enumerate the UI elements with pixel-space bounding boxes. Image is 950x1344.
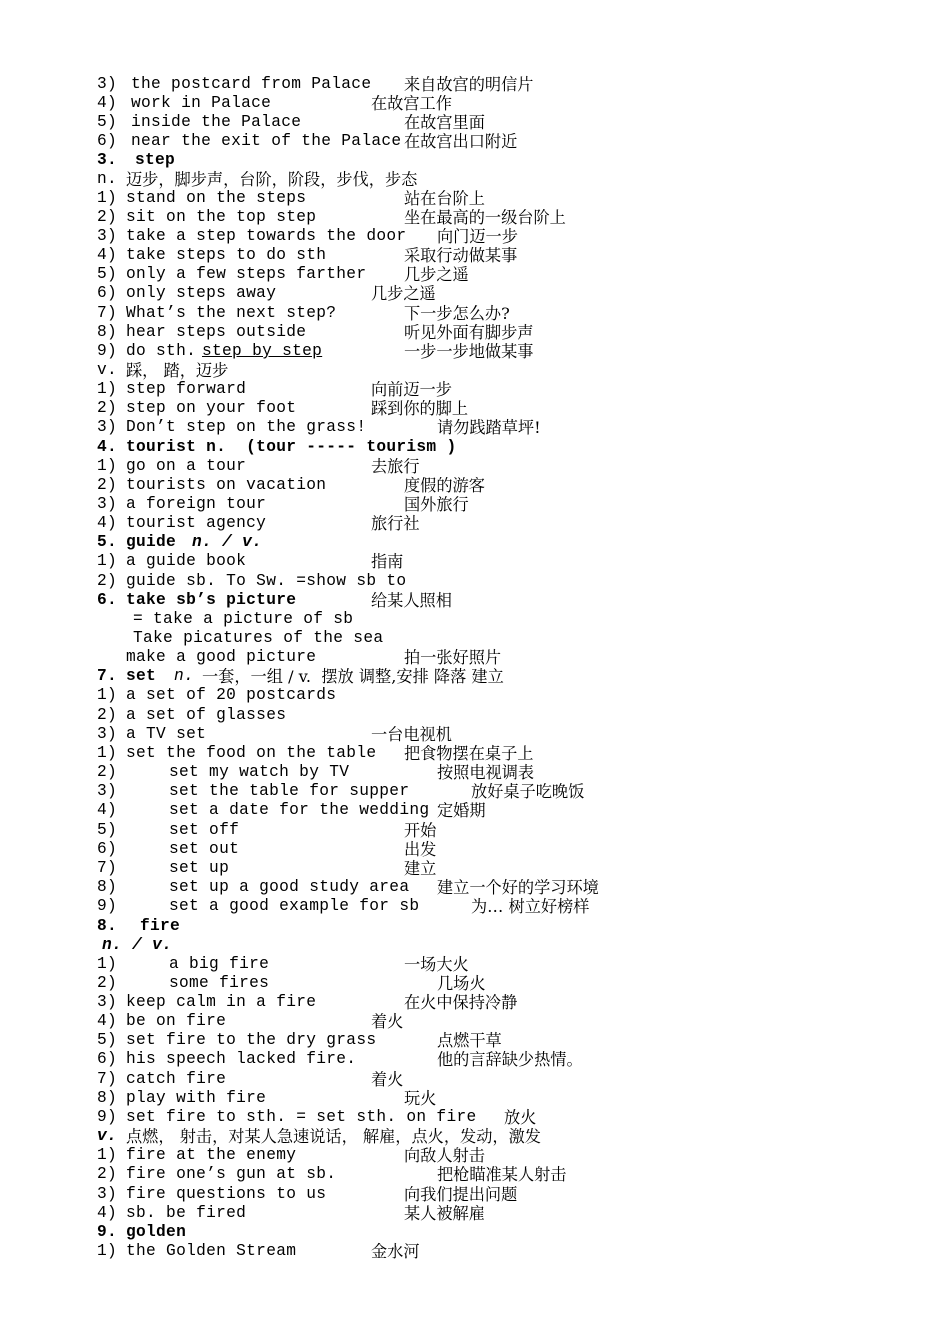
english-phrase: set a date for the wedding [169,801,430,819]
item-number: 9) [97,1108,118,1126]
item-number: 2) [97,399,118,417]
chinese-meaning: 站在台阶上 [404,189,485,208]
english-phrase: be on fire [126,1012,227,1030]
part-of-speech: n. / v. [102,936,173,954]
english-phrase: near the exit of the Palace [131,132,402,150]
chinese-meaning: 请勿践踏草坪! [437,418,541,437]
english-phrase: What’s the next step? [126,304,337,322]
item-number: 7) [97,859,118,877]
chinese-meaning: 踩， 踏，迈步 [126,361,229,380]
item-number: 8) [97,323,118,341]
chinese-meaning: 点燃， 射击，对某人急速说话， 解雇，点火，发动，激发 [126,1127,541,1146]
chinese-meaning: 坐在最高的一级台阶上 [404,208,566,227]
chinese-meaning: 金水河 [371,1242,420,1261]
english-phrase: stand on the steps [126,189,307,207]
section-title: take sb’s picture [126,591,297,609]
chinese-meaning: 为… 树立好榜样 [471,897,590,916]
part-of-speech: v. [97,361,118,379]
english-phrase: set up a good study area [169,878,410,896]
section-title: tourist n. (tour ----- tourism ) [126,438,457,456]
english-phrase: a guide book [126,552,247,570]
item-number: 3) [97,495,118,513]
chinese-meaning: 向我们提出问题 [404,1185,518,1204]
english-phrase: take steps to do sth [126,246,327,264]
part-of-speech: n. [174,667,195,685]
item-number: 6) [97,132,118,150]
item-number: 5) [97,113,118,131]
item-number: 5) [97,821,118,839]
chinese-meaning: 一台电视机 [371,725,452,744]
item-number: 2) [97,476,118,494]
chinese-meaning: 几场火 [437,974,486,993]
english-phrase: = take a picture of sb [133,610,354,628]
english-phrase: set up [169,859,230,877]
english-phrase: tourists on vacation [126,476,327,494]
chinese-meaning: 在火中保持冷静 [404,993,518,1012]
item-number: 1) [97,552,118,570]
item-number: 3) [97,993,118,1011]
chinese-meaning: 着火 [371,1070,404,1089]
item-number: 5) [97,1031,118,1049]
chinese-meaning: 迈步，脚步声，台阶，阶段，步伐，步态 [126,170,418,189]
item-number: 6) [97,1050,118,1068]
item-number: 9) [97,342,118,360]
item-number: 3) [97,227,118,245]
item-number: 8) [97,1089,118,1107]
item-number: 2) [97,1165,118,1183]
part-of-speech: n. [97,170,118,188]
item-number: 4) [97,246,118,264]
english-phrase: step forward [126,380,247,398]
section-number: 4. [97,438,118,456]
item-number: 7) [97,304,118,322]
item-number: 6) [97,284,118,302]
chinese-meaning: 来自故宫的明信片 [404,75,534,94]
english-phrase: take a step towards the door [126,227,407,245]
section-title: guide [126,533,177,551]
item-number: 5) [97,265,118,283]
english-phrase: sb. be fired [126,1204,247,1222]
chinese-meaning: 着火 [371,1012,404,1031]
chinese-meaning: 一场大火 [404,955,469,974]
english-phrase: do sth. [126,342,197,360]
chinese-meaning: 出发 [404,840,437,859]
english-phrase: set a good example for sb [169,897,420,915]
chinese-meaning: 把食物摆在桌子上 [404,744,534,763]
item-number: 4) [97,801,118,819]
chinese-meaning: 去旅行 [371,457,420,476]
english-phrase: a foreign tour [126,495,267,513]
chinese-meaning: 踩到你的脚上 [371,399,469,418]
english-phrase: his speech lacked fire. [126,1050,357,1068]
item-number: 3) [97,1185,118,1203]
chinese-meaning: 向前迈一步 [371,380,452,399]
chinese-meaning: 点燃干草 [437,1031,502,1050]
item-number: 2) [97,572,118,590]
english-phrase: catch fire [126,1070,227,1088]
english-phrase: a set of glasses [126,706,287,724]
english-phrase: some fires [169,974,270,992]
section-number: 7. [97,667,118,685]
chinese-meaning: 开始 [404,821,437,840]
english-phrase: set the food on the table [126,744,377,762]
item-number: 4) [97,94,118,112]
item-number: 1) [97,1242,118,1260]
english-phrase: the postcard from Palace [131,75,372,93]
english-phrase: make a good picture [126,648,317,666]
item-number: 3) [97,418,118,436]
english-phrase: step on your foot [126,399,297,417]
section-title: fire [140,917,181,935]
item-number: 1) [97,955,118,973]
english-phrase: set fire to sth. = set sth. on fire [126,1108,477,1126]
underlined-phrase: step by step [202,342,323,360]
list-item [0,1242,420,1337]
chinese-meaning: 指南 [371,552,404,571]
section-number: 6. [97,591,118,609]
chinese-meaning: 在故宫工作 [371,94,452,113]
item-number: 4) [97,1012,118,1030]
english-phrase: inside the Palace [131,113,302,131]
section-title: golden [126,1223,187,1241]
item-number: 1) [97,189,118,207]
section-number: 3. [97,151,118,169]
english-phrase: tourist agency [126,514,267,532]
english-phrase: Take picatures of the sea [133,629,384,647]
chinese-meaning: 几步之遥 [371,284,436,303]
item-number: 8) [97,878,118,896]
english-phrase: the Golden Stream [126,1242,297,1260]
item-number: 1) [97,1146,118,1164]
chinese-meaning: 建立 [404,859,437,878]
english-phrase: a big fire [169,955,270,973]
english-phrase: play with fire [126,1089,267,1107]
english-phrase: set off [169,821,240,839]
english-phrase: a TV set [126,725,207,743]
section-title: step [135,151,176,169]
part-of-speech: v. [97,1127,118,1145]
chinese-meaning: 放火 [504,1108,537,1127]
chinese-meaning: 度假的游客 [404,476,485,495]
english-phrase: Don’t step on the grass! [126,418,367,436]
chinese-meaning: 向门迈一步 [437,227,518,246]
chinese-meaning: 玩火 [404,1089,437,1108]
english-phrase: set fire to the dry grass [126,1031,377,1049]
item-number: 3) [97,725,118,743]
section-number: 5. [97,533,118,551]
chinese-meaning: 他的言辞缺少热情。 [437,1050,583,1069]
chinese-meaning: 某人被解雇 [404,1204,485,1223]
chinese-meaning: 在故宫里面 [404,113,485,132]
english-phrase: fire at the enemy [126,1146,297,1164]
english-phrase: set the table for supper [169,782,410,800]
item-number: 1) [97,380,118,398]
item-number: 6) [97,840,118,858]
english-phrase: sit on the top step [126,208,317,226]
english-phrase: set my watch by TV [169,763,350,781]
section-number: 8. [97,917,118,935]
english-phrase: a set of 20 postcards [126,686,337,704]
section-number: 9. [97,1223,118,1241]
chinese-meaning: 给某人照相 [371,591,452,610]
english-phrase: only a few steps farther [126,265,367,283]
item-number: 1) [97,686,118,704]
chinese-meaning: 定婚期 [437,801,486,820]
chinese-meaning: 一套，一组 / v. 摆放 调整,安排 降落 建立 [202,667,504,686]
chinese-meaning: 几步之遥 [404,265,469,284]
english-phrase: set out [169,840,240,858]
chinese-meaning: 国外旅行 [404,495,469,514]
item-number: 1) [97,744,118,762]
part-of-speech: n. / v. [192,533,263,551]
chinese-meaning: 采取行动做某事 [404,246,518,265]
item-number: 2) [97,763,118,781]
chinese-meaning: 旅行社 [371,514,420,533]
item-number: 2) [97,208,118,226]
chinese-meaning: 下一步怎么办? [404,304,510,323]
section-title: set [126,667,157,685]
english-phrase: fire questions to us [126,1185,327,1203]
item-number: 4) [97,1204,118,1222]
chinese-meaning: 建立一个好的学习环境 [437,878,599,897]
chinese-meaning: 一步一步地做某事 [404,342,534,361]
chinese-meaning: 按照电视调表 [437,763,535,782]
english-phrase: work in Palace [131,94,272,112]
item-number: 4) [97,514,118,532]
english-phrase: go on a tour [126,457,247,475]
chinese-meaning: 拍一张好照片 [404,648,502,667]
chinese-meaning: 放好桌子吃晚饭 [471,782,585,801]
english-phrase: keep calm in a fire [126,993,317,1011]
chinese-meaning: 在故宫出口附近 [404,132,518,151]
english-phrase: hear steps outside [126,323,307,341]
item-number: 3) [97,782,118,800]
english-phrase: fire one’s gun at sb. [126,1165,337,1183]
english-phrase: guide sb. To Sw. =show sb to [126,572,407,590]
item-number: 2) [97,706,118,724]
item-number: 7) [97,1070,118,1088]
item-number: 9) [97,897,118,915]
item-number: 3) [97,75,118,93]
item-number: 2) [97,974,118,992]
chinese-meaning: 听见外面有脚步声 [404,323,534,342]
chinese-meaning: 把枪瞄准某人射击 [437,1165,567,1184]
english-phrase: only steps away [126,284,277,302]
item-number: 1) [97,457,118,475]
chinese-meaning: 向敌人射击 [404,1146,485,1165]
